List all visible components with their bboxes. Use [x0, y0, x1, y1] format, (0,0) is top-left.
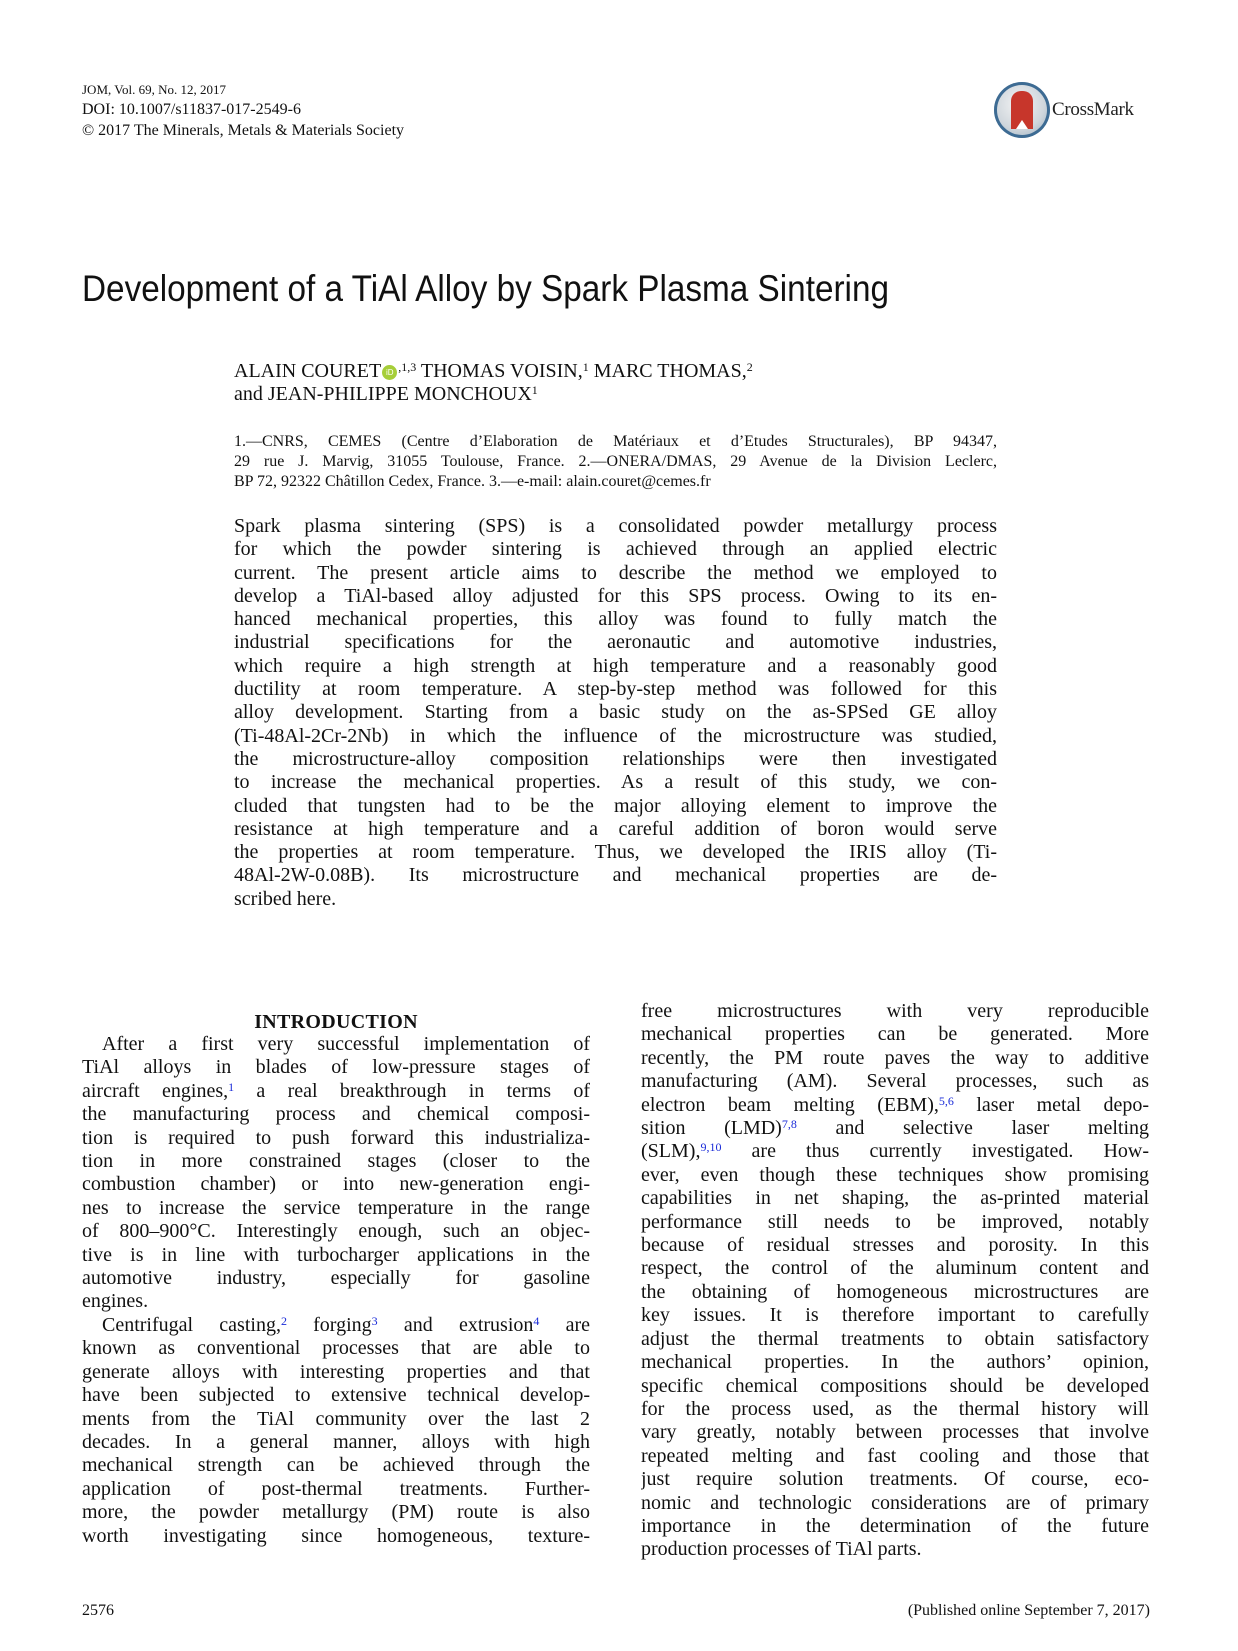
- text-run: combustion chamber) or into new-generation engi-: [82, 1173, 590, 1196]
- reference-link[interactable]: 4: [533, 1313, 540, 1328]
- text-run: mechanical strength can be achieved through the: [82, 1454, 590, 1477]
- text-run: (SLM),: [641, 1140, 701, 1163]
- affiliations: [234, 432, 997, 492]
- text-run: generate alloys with interesting properties and that: [82, 1360, 590, 1383]
- body-text-line: [82, 1103, 590, 1126]
- text-run: electron beam melting (EBM),: [641, 1093, 939, 1116]
- body-text-line: [82, 1220, 590, 1243]
- body-text-line: [641, 1538, 1149, 1561]
- reference-link[interactable]: 3: [371, 1313, 378, 1328]
- reference-link[interactable]: 7,8: [781, 1117, 797, 1132]
- text-run: of 800–900°C. Interestingly enough, such an objec-: [82, 1220, 590, 1243]
- body-text-line: [82, 1033, 590, 1056]
- author-name: and JEAN-PHILIPPE MONCHOUX: [234, 383, 532, 405]
- body-text-line: [82, 1244, 590, 1267]
- body-text-line: [641, 1023, 1149, 1046]
- text-run: recently, the PM route paves the way to additive: [641, 1046, 1149, 1069]
- crossmark-label: CrossMark: [1052, 99, 1134, 120]
- text-run: are thus currently investigated. How-: [721, 1140, 1149, 1163]
- text-run: engines.: [82, 1290, 149, 1313]
- doi[interactable]: DOI: 10.1007/s11837-017-2549-6: [82, 101, 301, 118]
- text-run: aircraft engines,: [82, 1079, 229, 1102]
- abstract-line: (Ti-48Al-2Cr-2Nb) in which the influence of the microstructure was studied,: [234, 724, 997, 747]
- text-run: ever, even though these techniques show promising: [641, 1163, 1149, 1186]
- text-run: specific chemical compositions should be developed: [641, 1374, 1149, 1397]
- abstract-line: develop a TiAl-based alloy adjusted for this SPS process. Owing to its en-: [234, 584, 997, 607]
- text-run: TiAl alloys in blades of low-pressure stages of: [82, 1056, 590, 1079]
- text-run: manufacturing (AM). Several processes, such as: [641, 1070, 1149, 1093]
- author-name: ALAIN COURET: [234, 360, 382, 382]
- text-run: key issues. It is therefore important to carefully: [641, 1304, 1149, 1327]
- body-text-line: [641, 1140, 1149, 1163]
- abstract-line: alloy development. Starting from a basic study on the as-SPSed GE alloy: [234, 701, 997, 724]
- text-run: and selective laser melting: [796, 1117, 1149, 1140]
- abstract-line: hanced mechanical properties, this alloy was found to fully match the: [234, 608, 997, 631]
- left-column: [82, 1000, 590, 1548]
- affiliation-line: 29 rue J. Marvig, 31055 Toulouse, France. 2.—ONERA/DMAS, 29 Avenue de la Division Leclerc,: [234, 453, 997, 470]
- right-column: [641, 1000, 1149, 1562]
- text-run: capabilities in net shaping, the as-printed material: [641, 1187, 1149, 1210]
- body-text-line: [82, 1127, 590, 1150]
- body-text-line: [641, 1468, 1149, 1491]
- body-text-line: [82, 1056, 590, 1079]
- body-text-line: [82, 1478, 590, 1501]
- text-run: nes to increase the service temperature in the range: [82, 1196, 590, 1219]
- text-run: for the process used, as the thermal history will: [641, 1397, 1149, 1420]
- abstract-line: the microstructure-alloy composition relationships were then investigated: [234, 747, 997, 770]
- body-text-line: [82, 1150, 590, 1173]
- abstract-line: Spark plasma sintering (SPS) is a consolidated powder metallurgy process: [234, 515, 997, 537]
- text-run: nomic and technologic considerations are of primary: [641, 1491, 1149, 1514]
- affiliation-line: 1.—CNRS, CEMES (Centre d’Elaboration de Matériaux et d’Etudes Structurales), BP 94347,: [234, 433, 997, 450]
- text-run: application of post-thermal treatments. Further-: [82, 1477, 590, 1500]
- body-text-line: [641, 1000, 1149, 1023]
- text-run: production processes of TiAl parts.: [641, 1538, 922, 1561]
- body-text-line: [82, 1431, 590, 1454]
- abstract-line: which require a high strength at high temperature and a reasonably good: [234, 654, 997, 677]
- abstract: [234, 515, 997, 911]
- text-run: sition (LMD): [641, 1117, 782, 1140]
- text-run: Centrifugal casting,: [102, 1313, 281, 1336]
- text-run: and extrusion: [377, 1313, 534, 1336]
- body-text-line: [82, 1080, 590, 1103]
- crossmark-icon: [994, 82, 1050, 138]
- body-text-line: [641, 1351, 1149, 1374]
- body-text-line: [82, 1290, 590, 1313]
- abstract-line: cluded that tungsten had to be the major alloying element to improve the: [234, 794, 997, 817]
- body-text-line: [641, 1515, 1149, 1538]
- body-text-line: [641, 1117, 1149, 1140]
- text-run: tion in more constrained stages (closer to the: [82, 1150, 590, 1173]
- text-run: importance in the determination of the future: [641, 1514, 1149, 1537]
- text-run: repeated melting and fast cooling and those that: [641, 1444, 1149, 1467]
- body-text-line: [641, 1070, 1149, 1093]
- text-run: just require solution treatments. Of course, eco-: [641, 1468, 1149, 1491]
- page-number: 2576: [82, 1602, 114, 1619]
- body-text-line: [641, 1164, 1149, 1187]
- orcid-icon[interactable]: iD: [382, 365, 397, 380]
- text-run: decades. In a general manner, alloys with high: [82, 1430, 590, 1453]
- abstract-line: industrial specifications for the aeronautic and automotive industries,: [234, 631, 997, 654]
- abstract-line: ductility at room temperature. A step-by-step method was followed for this: [234, 678, 997, 701]
- text-run: because of residual stresses and porosity. In this: [641, 1234, 1149, 1257]
- body-text-line: [82, 1337, 590, 1360]
- text-run: performance still needs to be improved, notably: [641, 1210, 1149, 1233]
- body-text-line: [641, 1047, 1149, 1070]
- body-text-line: [641, 1421, 1149, 1444]
- body-text-line: [641, 1094, 1149, 1117]
- body-text-line: [641, 1445, 1149, 1468]
- paper-title: Development of a TiAl Alloy by Spark Plasma Sintering: [82, 268, 889, 309]
- author-name: THOMAS VOISIN,: [416, 360, 583, 382]
- abstract-line: resistance at high temperature and a careful addition of boron would serve: [234, 817, 997, 840]
- body-text-line: [641, 1304, 1149, 1327]
- body-text-line: [82, 1361, 590, 1384]
- text-run: the manufacturing process and chemical composi-: [82, 1103, 590, 1126]
- text-run: more, the powder metallurgy (PM) route is also: [82, 1501, 590, 1524]
- reference-link[interactable]: 2: [280, 1313, 287, 1328]
- text-run: vary greatly, notably between processes that involve: [641, 1421, 1149, 1444]
- body-text-line: [82, 1197, 590, 1220]
- body-text-line: [82, 1408, 590, 1431]
- text-run: After a first very successful implementation of: [102, 1033, 590, 1055]
- body-text-line: [641, 1211, 1149, 1234]
- affiliation-sup: 1: [582, 360, 589, 374]
- body-text-line: [641, 1281, 1149, 1304]
- body-text-line: [82, 1267, 590, 1290]
- author-list: [234, 360, 753, 406]
- text-run: worth investigating since homogeneous, texture-: [82, 1524, 590, 1547]
- text-run: ments from the TiAl community over the last 2: [82, 1407, 590, 1430]
- text-run: mechanical properties can be generated. More: [641, 1023, 1149, 1046]
- affiliation-sup: 2: [746, 360, 753, 374]
- body-text-line: [641, 1257, 1149, 1280]
- crossmark-logo[interactable]: [994, 82, 1154, 142]
- body-text-line: [82, 1384, 590, 1407]
- text-run: have been subjected to extensive technical develop-: [82, 1384, 590, 1407]
- abstract-line: 48Al-2W-0.08B). Its microstructure and mechanical properties are de-: [234, 864, 997, 887]
- body-text-line: [641, 1492, 1149, 1515]
- abstract-line: current. The present article aims to describe the method we employed to: [234, 561, 997, 584]
- text-run: laser metal depo-: [953, 1093, 1149, 1116]
- text-run: known as conventional processes that are able to: [82, 1337, 590, 1360]
- body-text-line: [82, 1454, 590, 1477]
- abstract-line: the properties at room temperature. Thus, we developed the IRIS alloy (Ti-: [234, 841, 997, 864]
- affiliation-line: BP 72, 92322 Châtillon Cedex, France. 3.—e-mail: alain.couret@cemes.fr: [234, 473, 711, 490]
- text-run: free microstructures with very reproducible: [641, 1000, 1149, 1022]
- body-text-line: [641, 1234, 1149, 1257]
- body-text-line: [641, 1398, 1149, 1421]
- body-text-line: [82, 1314, 590, 1337]
- text-run: are: [539, 1313, 590, 1336]
- reference-link[interactable]: 5,6: [938, 1093, 954, 1108]
- text-run: forging: [286, 1313, 372, 1336]
- text-run: respect, the control of the aluminum content and: [641, 1257, 1149, 1280]
- text-run: automotive industry, especially for gasoline: [82, 1267, 590, 1290]
- text-run: a real breakthrough in terms of: [234, 1079, 590, 1102]
- body-text-line: [82, 1525, 590, 1548]
- body-text-line: [641, 1375, 1149, 1398]
- publication-date: (Published online September 7, 2017): [907, 1602, 1150, 1619]
- text-run: the obtaining of homogeneous microstructures are: [641, 1280, 1149, 1303]
- section-heading-introduction: INTRODUCTION: [254, 1011, 418, 1033]
- copyright: © 2017 The Minerals, Metals & Materials Society: [82, 122, 405, 139]
- abstract-line: for which the powder sintering is achieved through an applied electric: [234, 538, 997, 561]
- text-run: adjust the thermal treatments to obtain satisfactory: [641, 1327, 1149, 1350]
- reference-link[interactable]: 9,10: [700, 1140, 722, 1155]
- text-run: mechanical properties. In the authors’ opinion,: [641, 1351, 1149, 1374]
- reference-link[interactable]: 1: [228, 1079, 235, 1094]
- affiliation-sup: 1: [531, 383, 538, 397]
- body-text-line: [641, 1328, 1149, 1351]
- body-text-line: [641, 1187, 1149, 1210]
- abstract-line: scribed here.: [234, 887, 337, 910]
- author-name: MARC THOMAS,: [588, 360, 747, 382]
- text-run: tion is required to push forward this industrializa-: [82, 1126, 590, 1149]
- text-run: tive is in line with turbocharger applications in the: [82, 1243, 590, 1266]
- body-text-line: [82, 1173, 590, 1196]
- body-text-line: [82, 1501, 590, 1524]
- journal-citation: JOM, Vol. 69, No. 12, 2017: [82, 82, 226, 97]
- affiliation-sup: ,1,3: [398, 360, 417, 374]
- abstract-line: to increase the mechanical properties. As a result of this study, we con-: [234, 771, 997, 794]
